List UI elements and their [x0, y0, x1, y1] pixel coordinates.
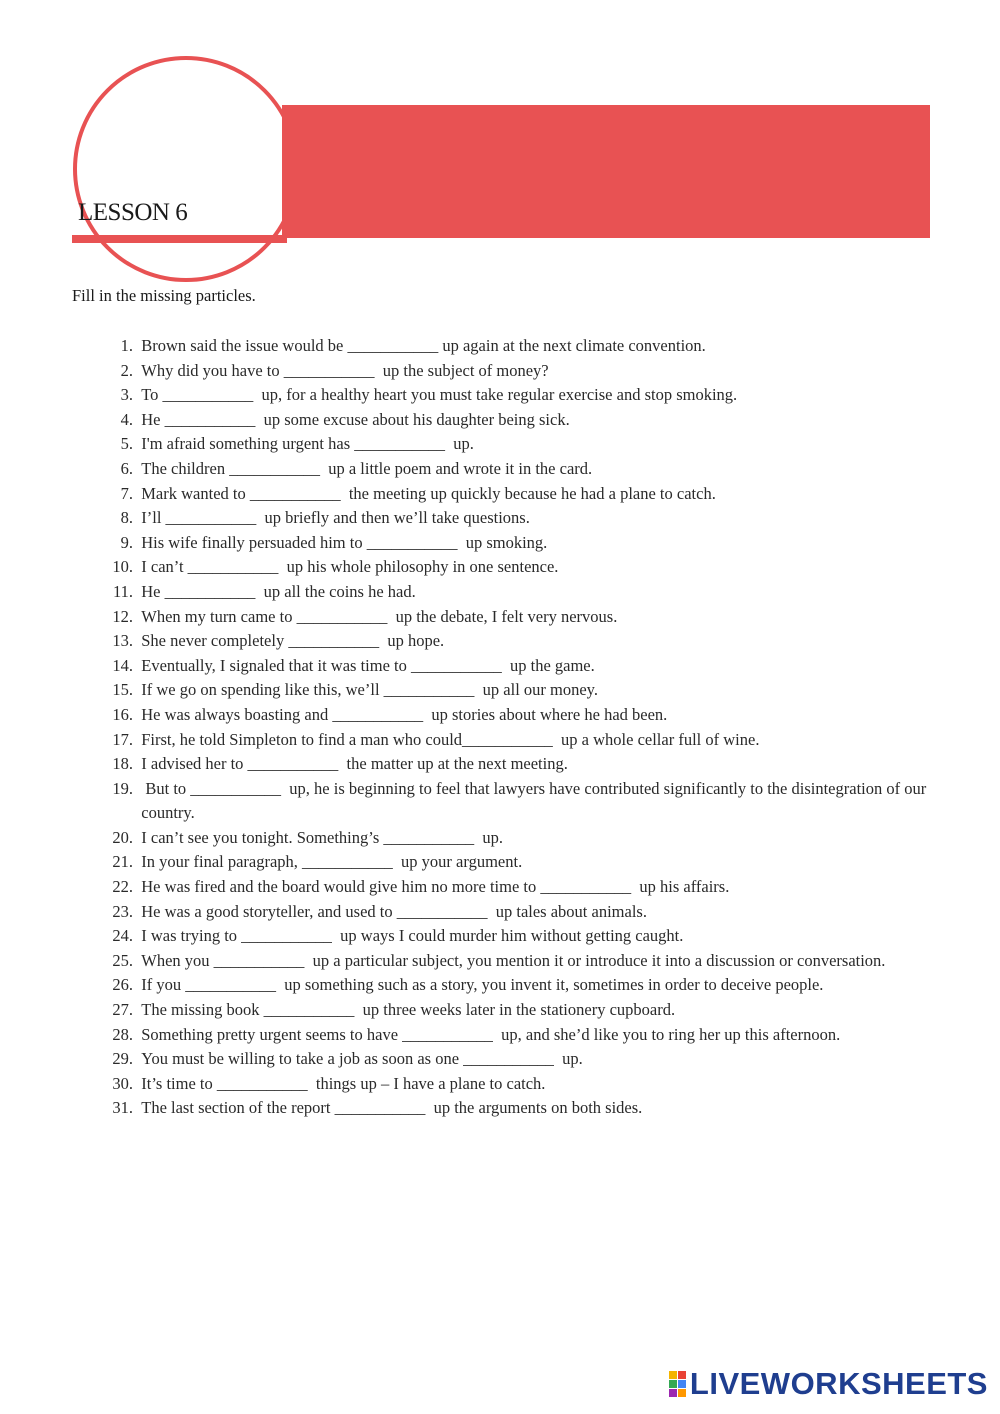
instructions-text: Fill in the missing particles.: [72, 286, 256, 305]
logo-square: [678, 1389, 686, 1397]
item-text: Mark wanted to ___________ the meeting up quickly because he had a plane to catch.: [141, 483, 716, 503]
exercise-item: [98, 580, 928, 605]
exercise-item: [98, 728, 928, 753]
liveworksheets-logo-icon: [669, 1371, 686, 1397]
item-number: 16.: [112, 704, 133, 724]
item-text: I advised her to ___________ the matter up at the next meeting.: [141, 754, 568, 774]
item-text: He was fired and the board would give him no more time to ___________ up his affairs.: [141, 877, 730, 897]
item-text: I can’t see you tonight. Something’s ___________ up.: [141, 827, 504, 847]
item-number: 13.: [112, 631, 133, 651]
exercise-item: [98, 703, 928, 728]
item-text: First, he told Simpleton to find a man who could___________ up a whole cellar full of wine.: [141, 729, 760, 749]
exercise-item: [98, 875, 928, 900]
exercise-item: [98, 408, 928, 433]
item-number: 25.: [112, 950, 133, 970]
item-text: I was trying to ___________ up ways I could murder him without getting caught.: [141, 926, 684, 946]
item-text: His wife finally persuaded him to ___________ up smoking.: [141, 532, 548, 552]
item-number: 29.: [112, 1049, 133, 1069]
exercise-item: [98, 359, 928, 384]
item-text: If we go on spending like this, we’ll ___________ up all our money.: [141, 680, 598, 700]
item-text: You must be willing to take a job as soon as one ___________ up.: [141, 1049, 583, 1069]
item-number: 19.: [112, 778, 133, 798]
logo-square: [678, 1380, 686, 1388]
item-text: When my turn came to ___________ up the debate, I felt very nervous.: [141, 606, 618, 626]
item-number: 18.: [112, 754, 133, 774]
item-text: He was a good storyteller, and used to ___________ up tales about animals.: [141, 901, 647, 921]
item-text: I’ll ___________ up briefly and then we’ll take questions.: [141, 508, 530, 528]
exercise-item: [98, 973, 928, 998]
item-text: Brown said the issue would be ___________ up again at the next climate convention.: [141, 336, 706, 355]
exercise-item: [98, 826, 928, 851]
item-number: 1.: [120, 336, 133, 355]
exercise-item: [98, 482, 928, 507]
item-text: Something pretty urgent seems to have ___________ up, and she’d like you to ring her up this afternoon.: [141, 1024, 841, 1044]
item-number: 2.: [120, 360, 133, 380]
item-text: The last section of the report ___________ up the arguments on both sides.: [141, 1098, 643, 1118]
item-number: 12.: [112, 606, 133, 626]
item-number: 30.: [112, 1073, 133, 1093]
item-number: 24.: [112, 926, 133, 946]
item-text: In your final paragraph, ___________ up your argument.: [141, 852, 523, 872]
item-text: She never completely ___________ up hope.: [141, 631, 445, 651]
item-number: 21.: [112, 852, 133, 872]
item-number: 4.: [120, 409, 133, 429]
item-number: 22.: [112, 877, 133, 897]
item-text: If you ___________ up something such as a story, you invent it, sometimes in order to deceive people.: [141, 975, 824, 995]
item-text: But to ___________ up, he is beginning to feel that lawyers have contributed significantly to the disintegration of our country.: [141, 778, 931, 823]
logo-text: LIVEWORKSHEETS: [689, 1366, 988, 1401]
liveworksheets-logo: [669, 1366, 988, 1402]
page-title: LESSON 6: [78, 199, 188, 226]
exercise-list: [98, 334, 931, 1121]
item-number: 10.: [112, 557, 133, 577]
item-text: He ___________ up some excuse about his daughter being sick.: [141, 409, 570, 429]
item-text: When you ___________ up a particular subject, you mention it or introduce it into a discussion or conversation.: [141, 950, 886, 970]
decorative-circle: [73, 56, 299, 282]
item-number: 31.: [112, 1098, 133, 1118]
exercise-item: [98, 457, 928, 482]
item-text: I can’t ___________ up his whole philosophy in one sentence.: [141, 557, 559, 577]
exercise-item: [98, 605, 928, 630]
item-number: 23.: [112, 901, 133, 921]
exercise-item: [98, 334, 928, 359]
item-number: 17.: [112, 729, 133, 749]
item-number: 15.: [112, 680, 133, 700]
item-text: He ___________ up all the coins he had.: [141, 581, 416, 601]
item-text: He was always boasting and ___________ up stories about where he had been.: [141, 704, 668, 724]
exercise-item: [98, 383, 928, 408]
exercise-item: [98, 777, 931, 826]
item-number: 27.: [112, 1000, 133, 1020]
item-text: The missing book ___________ up three weeks later in the stationery cupboard.: [141, 1000, 676, 1020]
item-text: It’s time to ___________ things up – I have a plane to catch.: [141, 1073, 546, 1093]
item-number: 26.: [112, 975, 133, 995]
item-number: 14.: [112, 655, 133, 675]
item-number: 5.: [120, 434, 133, 454]
exercise-item: [98, 654, 928, 679]
exercise-item: [98, 1096, 928, 1121]
logo-square: [669, 1371, 677, 1379]
exercise-item: [98, 432, 928, 457]
item-number: 6.: [120, 458, 133, 478]
exercise-item: [98, 850, 928, 875]
item-text: Eventually, I signaled that it was time to ___________ up the game.: [141, 655, 595, 675]
logo-square: [669, 1389, 677, 1397]
exercise-item: [98, 678, 928, 703]
item-number: 28.: [112, 1024, 133, 1044]
item-number: 7.: [120, 483, 133, 503]
exercise-item: [98, 531, 928, 556]
exercise-item: [98, 1072, 928, 1097]
exercise-item: [98, 506, 928, 531]
item-number: 20.: [112, 827, 133, 847]
item-number: 8.: [120, 508, 133, 528]
exercise-item: [98, 752, 928, 777]
exercise-item: [98, 1023, 928, 1048]
item-text: I'm afraid something urgent has ___________ up.: [141, 434, 474, 454]
exercise-item: [98, 1047, 928, 1072]
item-number: 3.: [120, 385, 133, 405]
logo-square: [678, 1371, 686, 1379]
exercise-item: [98, 998, 928, 1023]
exercise-item: [98, 629, 928, 654]
item-text: The children ___________ up a little poem and wrote it in the card.: [141, 458, 593, 478]
item-number: 9.: [120, 532, 133, 552]
title-underline-bar: [72, 235, 287, 243]
item-text: Why did you have to ___________ up the subject of money?: [141, 360, 549, 380]
item-number: 11.: [112, 581, 133, 601]
exercise-item: [98, 555, 928, 580]
logo-square: [669, 1380, 677, 1388]
header-banner: [282, 105, 930, 238]
exercise-item: [98, 924, 928, 949]
exercise-item: [98, 949, 928, 974]
item-text: To ___________ up, for a healthy heart you must take regular exercise and stop smoking.: [141, 385, 738, 405]
exercise-item: [98, 900, 928, 925]
